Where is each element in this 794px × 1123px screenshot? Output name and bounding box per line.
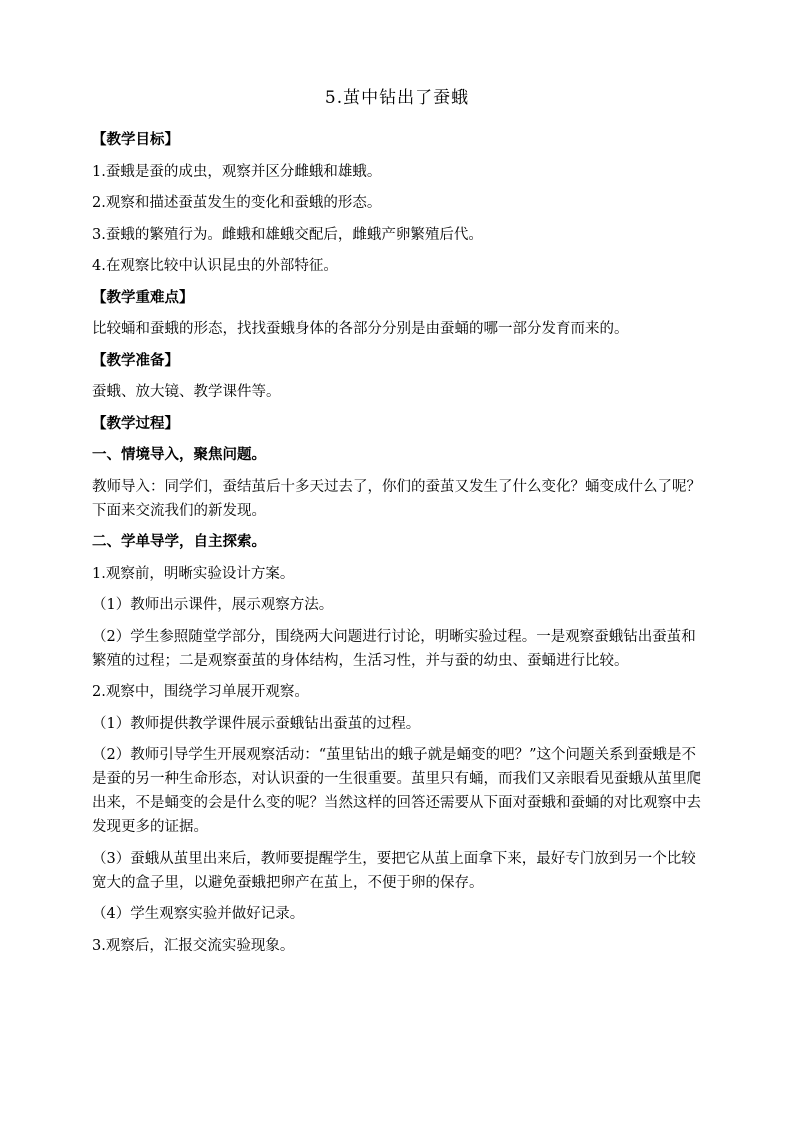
process-step-heading: 二、学单导学，自主探索。: [92, 533, 266, 550]
objective-item: 3.蚕蛾的繁殖行为。雌蛾和雄蛾交配后，雌蛾产卵繁殖后代。: [92, 226, 483, 243]
section-heading-objectives: 【教学目标】: [92, 131, 179, 148]
process-subitem: （2）学生参照随堂学部分，围绕两大问题进行讨论，明晰实验过程。一是观察蚕蛾钻出蚕茧和繁殖的过程；二是观察蚕茧的身体结构，生活习性，并与蚕的幼虫、蚕蛹进行比较。: [92, 628, 696, 669]
key-point-text: 比较蛹和蚕蛾的形态，找找蚕蛾身体的各部分分别是由蚕蛹的哪一部分发育而来的。: [92, 321, 629, 337]
objective-item: 4.在观察比较中认识昆虫的外部特征。: [92, 258, 338, 274]
process-step-heading: 一、情境导入，聚焦问题。: [92, 446, 266, 463]
section-heading-process: 【教学过程】: [92, 414, 179, 432]
process-subitem: （1）教师提供教学课件展示蚕蛾钻出蚕茧的过程。: [92, 715, 421, 732]
process-subitem: （2）教师引导学生开展观察活动：“茧里钻出的蛾子就是蛹变的吧？”这个问题关系到蚕蛾是不是蚕的另一种生命形态，对认识蚕的一生很重要。茧里只有蛹，而我们又亲眼看见蚕蛾从茧里爬出来，不是蛹变的会是什么变的呢？当然这样的回答还需要从下面对蚕蛾和蚕蛹的对比观察中去发现更多的证据。: [92, 747, 701, 835]
process-paragraph: 1.观察前，明晰实验设计方案。: [92, 565, 295, 582]
process-subitem: （3）蚕蛾从茧里出来后，教师要提醒学生，要把它从茧上面拿下来，最好专门放到另一个比较宽大的盒子里，以避免蚕蛾把卵产在茧上，不便于卵的保存。: [92, 850, 696, 891]
process-subitem: （1）教师出示课件，展示观察方法。: [92, 597, 334, 613]
section-heading-preparation: 【教学准备】: [92, 351, 179, 369]
objective-item: 1.蚕蛾是蚕的成虫，观察并区分雌蛾和雄蛾。: [92, 163, 382, 180]
document-title: 5.茧中钻出了蚕蛾: [324, 88, 470, 108]
process-paragraph: 教师导入：同学们，蚕结茧后十多天过去了，你们的蚕茧又发生了什么变化？蛹变成什么了呢？下面来交流我们的新发现。: [92, 478, 701, 519]
section-heading-key-points: 【教学重难点】: [92, 288, 194, 306]
process-paragraph: 2.观察中，围绕学习单展开观察。: [92, 684, 309, 700]
process-subitem: （4）学生观察实验并做好记录。: [92, 906, 305, 922]
preparation-text: 蚕蛾、放大镜、教学课件等。: [92, 384, 281, 400]
process-paragraph: 3.观察后，汇报交流实验现象。: [92, 937, 295, 954]
objective-item: 2.观察和描述蚕茧发生的变化和蚕蛾的形态。: [92, 195, 382, 211]
document-body: [92, 128, 708, 965]
